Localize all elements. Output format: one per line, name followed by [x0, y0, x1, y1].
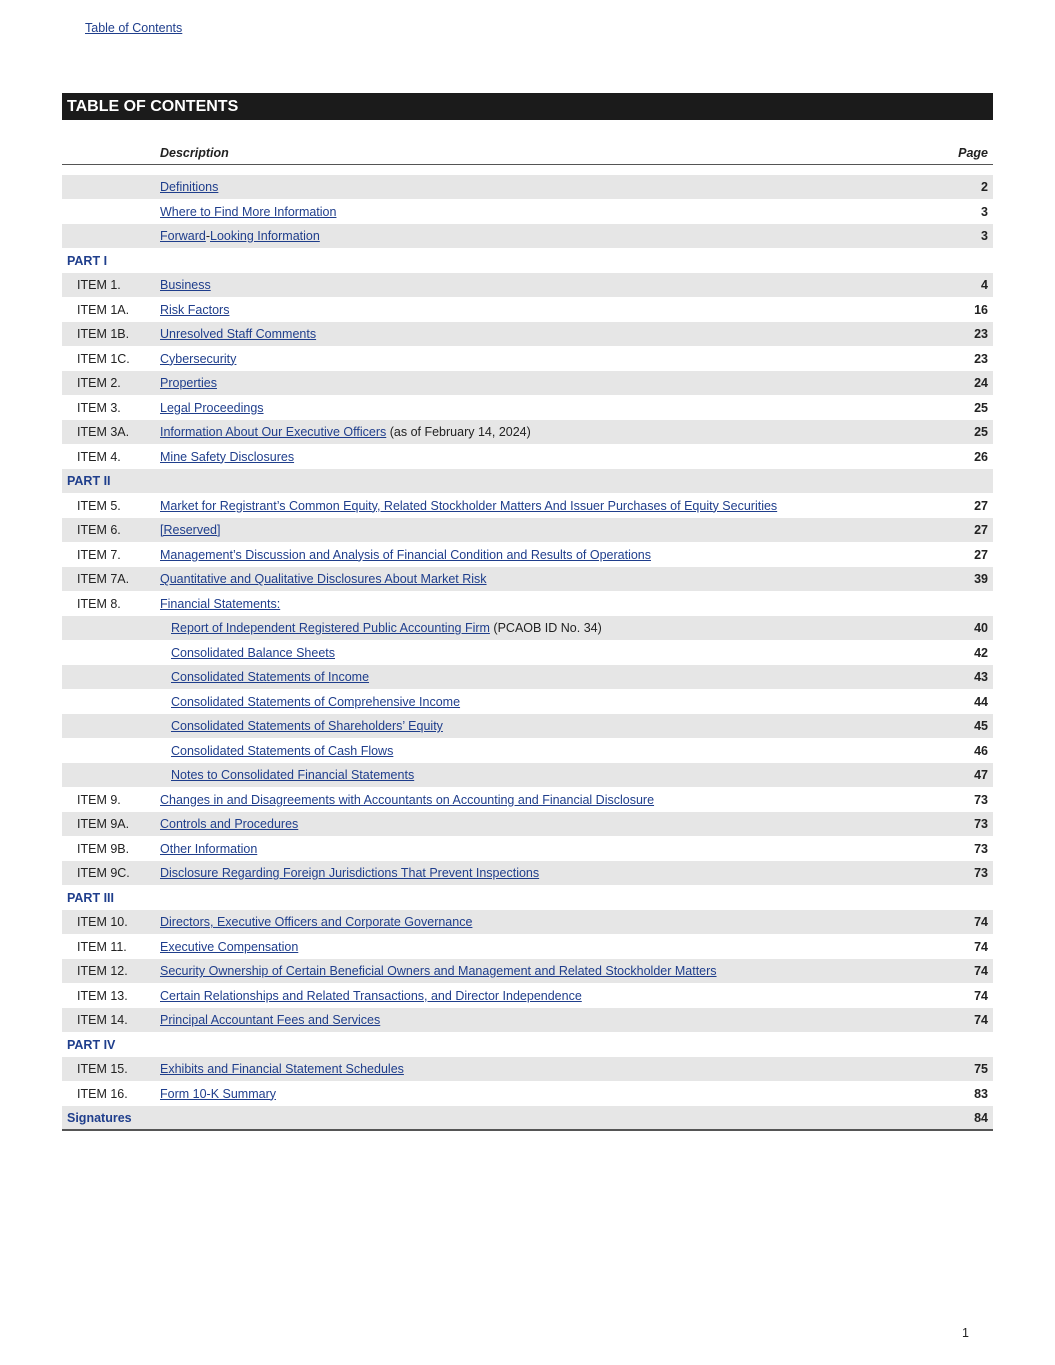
- item-number: ITEM 7A.: [77, 572, 130, 586]
- page-ref: 25: [974, 400, 988, 415]
- description-cell: [160, 984, 582, 1009]
- hyphen-separator: -: [205, 229, 211, 243]
- page-ref: 73: [974, 841, 988, 856]
- table-of-contents-link[interactable]: Table of Contents: [85, 21, 183, 35]
- description-cell: [160, 935, 298, 960]
- toc-entry-link[interactable]: Controls and Procedures: [160, 817, 299, 831]
- description-cell: [160, 518, 220, 543]
- table-row: [62, 641, 993, 666]
- item-number: ITEM 4.: [77, 449, 121, 464]
- part-row: [62, 1106, 993, 1131]
- page-ref: 25: [974, 425, 988, 439]
- description-cell: [160, 567, 487, 592]
- description-cell: [171, 690, 460, 715]
- page-ref: 74: [974, 915, 988, 929]
- table-row: [62, 298, 993, 323]
- page-ref: 3: [981, 204, 988, 219]
- table-row: [62, 420, 993, 445]
- item-number: ITEM 14.: [77, 1013, 128, 1027]
- page-ref: 75: [974, 1062, 988, 1076]
- part-row: [62, 886, 993, 911]
- description-cell: [160, 175, 218, 200]
- description-cell: [160, 371, 217, 396]
- description-cell: [160, 494, 777, 519]
- item-number: ITEM 8.: [77, 596, 121, 611]
- page-ref: 4: [981, 278, 988, 292]
- description-cell: [160, 1008, 380, 1033]
- page-ref: 44: [974, 694, 988, 709]
- description-cell: [171, 665, 369, 690]
- toc-entry-link[interactable]: Consolidated Statements of Shareholders’ Equity: [171, 719, 443, 733]
- table-row: [62, 812, 993, 837]
- description-cell: [160, 812, 298, 837]
- description-cell: [160, 347, 236, 372]
- toc-entry-link[interactable]: Mine Safety Disclosures: [160, 449, 295, 464]
- page-ref: 23: [974, 327, 988, 341]
- table-row: [62, 445, 993, 470]
- item-number: ITEM 9C.: [77, 866, 130, 880]
- description-cell: [171, 739, 393, 764]
- toc-entry-link[interactable]: Consolidated Statements of Cash Flows: [171, 743, 394, 758]
- page-ref: 43: [974, 670, 988, 684]
- table-row: [62, 690, 993, 715]
- toc-entry-link[interactable]: Information About Our Executive Officers: [160, 425, 387, 439]
- toc-entry-link[interactable]: Where to Find More Information: [160, 204, 337, 219]
- item-number: ITEM 9A.: [77, 817, 130, 831]
- table-row: [62, 1082, 993, 1107]
- page-ref: 74: [974, 939, 988, 954]
- toc-entry-link[interactable]: Management’s Discussion and Analysis of Financial Condition and Results of Operations: [160, 547, 652, 562]
- table-row: [62, 1057, 993, 1082]
- part-heading: PART III: [67, 890, 114, 905]
- toc-entry-link[interactable]: Forward: [160, 229, 206, 243]
- toc-entry-link[interactable]: Executive Compensation: [160, 939, 299, 954]
- page-ref: 74: [974, 988, 988, 1003]
- item-number: ITEM 1.: [77, 278, 121, 292]
- page-ref: 24: [974, 376, 988, 390]
- table-row: [62, 616, 993, 641]
- description-cell: [160, 543, 651, 568]
- description-cell: [171, 641, 335, 666]
- page-ref: 40: [974, 621, 988, 635]
- page-ref: 73: [974, 817, 988, 831]
- description-cell: [160, 788, 654, 813]
- toc-entry-link[interactable]: Business: [160, 278, 211, 292]
- part-row: [62, 469, 993, 494]
- page-title: TABLE OF CONTENTS: [67, 98, 239, 115]
- toc-entry-link[interactable]: Properties: [160, 376, 217, 390]
- page-ref: 26: [974, 449, 988, 464]
- table-row: [62, 665, 993, 690]
- item-number: ITEM 15.: [77, 1062, 128, 1076]
- table-row: [62, 224, 993, 249]
- table-row: [62, 837, 993, 862]
- toc-entry-link[interactable]: Financial Statements:: [160, 596, 281, 611]
- table-row: [62, 910, 993, 935]
- toc-entry-link[interactable]: Market for Registrant’s Common Equity, Related Stockholder Matters And Issuer Purchases of Equity Securities: [160, 498, 778, 513]
- page-ref: 84: [974, 1111, 988, 1125]
- item-number: ITEM 11.: [77, 939, 127, 954]
- toc-entry-link[interactable]: Consolidated Statements of Income: [171, 670, 370, 684]
- toc-entry-link[interactable]: Cybersecurity: [160, 351, 237, 366]
- table-row: [62, 935, 993, 960]
- table-row: [62, 567, 993, 592]
- part-heading: PART II: [67, 474, 111, 488]
- toc-entry-link[interactable]: Quantitative and Qualitative Disclosures About Market Risk: [160, 572, 487, 586]
- table-row: [62, 543, 993, 568]
- description-cell: [160, 200, 336, 225]
- item-number: ITEM 6.: [77, 523, 121, 537]
- description-cell: [160, 420, 531, 445]
- item-number: ITEM 13.: [77, 988, 128, 1003]
- page-ref: 27: [974, 547, 988, 562]
- description-cell: [160, 861, 539, 886]
- toc-entry-link[interactable]: Disclosure Regarding Foreign Jurisdictions That Prevent Inspections: [160, 866, 540, 880]
- part-heading: PART IV: [67, 1037, 116, 1052]
- description-cell: [160, 1082, 276, 1107]
- page-ref: 74: [974, 964, 988, 978]
- toc-title-bar: [62, 93, 993, 120]
- description-cell: [160, 959, 717, 984]
- item-number: ITEM 16.: [77, 1086, 128, 1101]
- toc-entry-link[interactable]: Definitions: [160, 180, 219, 194]
- description-cell: [160, 445, 294, 470]
- description-cell: [160, 837, 257, 862]
- toc-entry-link[interactable]: Looking Information: [210, 229, 320, 243]
- description-cell: [160, 910, 472, 935]
- page-ref: 27: [974, 498, 988, 513]
- toc-entry-link[interactable]: Unresolved Staff Comments: [160, 327, 317, 341]
- description-cell: [171, 763, 414, 788]
- page-ref: 16: [974, 302, 988, 317]
- description-cell: [160, 224, 320, 249]
- table-row: [62, 200, 993, 225]
- toc-entry-link[interactable]: Consolidated Statements of Comprehensive Income: [171, 694, 461, 709]
- item-number: ITEM 12.: [77, 964, 128, 978]
- toc-entry-link[interactable]: Form 10-K Summary: [160, 1086, 276, 1101]
- table-row: [62, 396, 993, 421]
- table-row: [62, 347, 993, 372]
- page-ref: 27: [974, 523, 988, 537]
- page-ref: 3: [981, 229, 988, 243]
- description-column-header: Description: [160, 146, 229, 160]
- toc-entry-link[interactable]: Legal Proceedings: [160, 400, 264, 415]
- description-cell: [160, 322, 316, 347]
- toc-entry-link[interactable]: Principal Accountant Fees and Services: [160, 1013, 381, 1027]
- item-number: ITEM 3A.: [77, 425, 130, 439]
- item-number: ITEM 9.: [77, 792, 121, 807]
- page-ref: 47: [974, 768, 988, 782]
- description-suffix: (PCAOB ID No. 34): [489, 621, 602, 635]
- description-cell: [160, 273, 211, 298]
- table-row: [62, 861, 993, 886]
- table-row: [62, 273, 993, 298]
- page-ref: 73: [974, 866, 988, 880]
- table-row: [62, 494, 993, 519]
- item-number: ITEM 1C.: [77, 351, 130, 366]
- page-number: 1: [962, 1326, 969, 1340]
- toc-entry-link[interactable]: Risk Factors: [160, 302, 230, 317]
- item-number: ITEM 1B.: [77, 327, 130, 341]
- page-ref: 45: [974, 719, 988, 733]
- toc-entry-link[interactable]: Exhibits and Financial Statement Schedules: [160, 1062, 404, 1076]
- toc-entry-link[interactable]: Certain Relationships and Related Transactions, and Director Independence: [160, 988, 582, 1003]
- toc-entry-link[interactable]: Report of Independent Registered Public Accounting Firm: [171, 621, 490, 635]
- item-number: ITEM 5.: [77, 498, 121, 513]
- item-number: ITEM 9B.: [77, 841, 130, 856]
- part-row: [62, 249, 993, 274]
- page-ref: 23: [974, 351, 988, 366]
- page-column-header: Page: [958, 146, 988, 160]
- toc-entry-link[interactable]: Security Ownership of Certain Beneficial Owners and Management and Related Stockholder Matters: [160, 964, 717, 978]
- page-ref: 39: [974, 572, 988, 586]
- table-row: [62, 371, 993, 396]
- page-ref: 2: [981, 180, 988, 194]
- table-row: [62, 763, 993, 788]
- description-cell: [160, 592, 280, 617]
- description-cell: [160, 396, 264, 421]
- description-cell: [160, 1057, 404, 1082]
- part-row: [62, 1033, 993, 1058]
- toc-entry-link[interactable]: Directors, Executive Officers and Corporate Governance: [160, 915, 473, 929]
- page-ref: 73: [974, 792, 988, 807]
- page-ref: 46: [974, 743, 988, 758]
- toc-entry-link[interactable]: Consolidated Balance Sheets: [171, 645, 336, 660]
- column-header-row: [62, 145, 993, 165]
- item-number: ITEM 1A.: [77, 302, 130, 317]
- toc-entry-link[interactable]: Changes in and Disagreements with Accountants on Accounting and Financial Disclosure: [160, 792, 655, 807]
- table-row: [62, 322, 993, 347]
- toc-entry-link[interactable]: Other Information: [160, 841, 258, 856]
- description-cell: [171, 714, 443, 739]
- toc-entry-link[interactable]: [Reserved]: [160, 523, 221, 537]
- table-row: [62, 1008, 993, 1033]
- table-row: [62, 592, 993, 617]
- item-number: ITEM 7.: [77, 547, 121, 562]
- toc-entry-link[interactable]: Notes to Consolidated Financial Statements: [171, 768, 415, 782]
- item-number: ITEM 3.: [77, 400, 121, 415]
- page-ref: 42: [974, 645, 988, 660]
- table-row: [62, 175, 993, 200]
- table-row: [62, 518, 993, 543]
- description-suffix: (as of February 14, 2024): [386, 425, 531, 439]
- part-heading[interactable]: Signatures: [67, 1111, 132, 1125]
- table-row: [62, 788, 993, 813]
- page-ref: 74: [974, 1013, 988, 1027]
- item-number: ITEM 2.: [77, 376, 121, 390]
- page-ref: 83: [974, 1086, 988, 1101]
- table-row: [62, 984, 993, 1009]
- description-cell: [171, 616, 602, 641]
- table-row: [62, 959, 993, 984]
- toc-table: [62, 175, 993, 1131]
- table-row: [62, 739, 993, 764]
- table-row: [62, 714, 993, 739]
- description-cell: [160, 298, 229, 323]
- item-number: ITEM 10.: [77, 915, 128, 929]
- part-heading: PART I: [67, 253, 108, 268]
